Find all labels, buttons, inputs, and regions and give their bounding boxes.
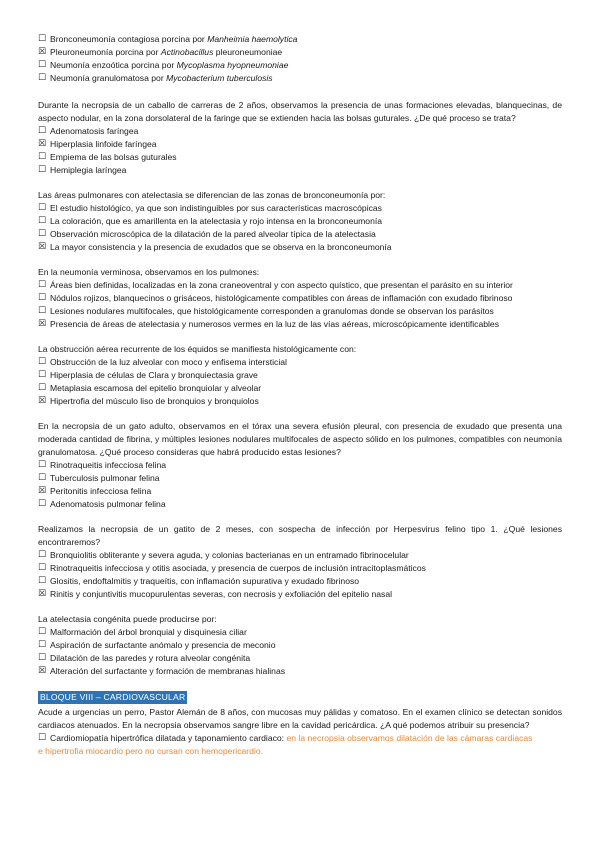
answer-note-continued: e hipertrofia miocardio pero no cursan con hemopericardio. bbox=[38, 746, 263, 756]
question-4-options bbox=[38, 356, 562, 408]
option-species: Mycobacterium tuberculosis bbox=[166, 73, 273, 83]
option-text: Nódulos rojizos, blanquecinos o grisáceos, histológicamente compatibles con áreas de inflamación con exudado fibrinoso bbox=[50, 293, 513, 303]
checkbox-unchecked-icon: ☐ bbox=[38, 370, 47, 380]
checkbox-unchecked-icon: ☐ bbox=[38, 550, 47, 560]
option-text: Dilatación de las paredes y rotura alveolar congénita bbox=[50, 653, 251, 663]
checkbox-unchecked-icon: ☐ bbox=[38, 733, 47, 743]
option-text: Lesiones nodulares multifocales, que histológicamente corresponden a granulomas donde se observan los parásitos bbox=[50, 306, 494, 316]
option[interactable] bbox=[38, 279, 562, 292]
option-species: Actinobacillus bbox=[160, 47, 214, 57]
option-text: Hipertrofia del músculo liso de bronquios y bronquiolos bbox=[50, 396, 259, 406]
option[interactable] bbox=[38, 59, 562, 72]
option[interactable] bbox=[38, 292, 562, 305]
question-8-text: Acude a urgencias un perro, Pastor Alemán de 8 años, con mucosas muy pálidas y comatoso. En el examen clínico se detectan sonidos cardiacos atenuados. En la necropsia observamos sangre libre en la cavidad pericárdica. ¿A qué podemos atribuir su presencia? bbox=[38, 707, 562, 730]
option-text: Hiperplasia de células de Clara y bronquiectasia grave bbox=[50, 370, 258, 380]
option-text: Neumonía granulomatosa por bbox=[50, 73, 167, 83]
checkbox-unchecked-icon: ☐ bbox=[38, 165, 47, 175]
question-3-text: En la neumonía verminosa, observamos en los pulmones: bbox=[38, 267, 260, 277]
option-species: Mycoplasma hyopneumoniae bbox=[176, 60, 289, 70]
option-text: Hiperplasia linfoide faríngea bbox=[50, 139, 157, 149]
option-text: Presencia de áreas de atelectasia y numerosos vermes en la luz de las vías aéreas, microscópicamente identificables bbox=[50, 319, 500, 329]
option-text: Bronquiolitis obliterante y severa aguda, y colonias bacterianas en un entramado fibrinocelular bbox=[50, 550, 409, 560]
section-header: BLOQUE VIII – CARDIOVASCULAR bbox=[40, 692, 186, 702]
checkbox-unchecked-icon: ☐ bbox=[38, 293, 47, 303]
checkbox-unchecked-icon: ☐ bbox=[38, 357, 47, 367]
checkbox-checked-icon: ☒ bbox=[38, 47, 47, 57]
option-text: Rinitis y conjuntivitis mucopurulentas severas, con necrosis y exfoliación del epitelio nasal bbox=[50, 589, 393, 599]
checkbox-unchecked-icon: ☐ bbox=[38, 34, 47, 44]
option-text: Cardiomiopatía hipertrófica dilatada y taponamiento cardiaco: bbox=[50, 733, 287, 743]
option-text: Neumonía enzoótica porcina por bbox=[50, 60, 177, 70]
option[interactable] bbox=[38, 318, 562, 331]
question-4-text: La obstrucción aérea recurrente de los équidos se manifiesta histológicamente con: bbox=[38, 344, 357, 354]
option-text: El estudio histológico, ya que son indistinguibles por sus características macroscópicas bbox=[50, 203, 382, 213]
option-text: Adenomatosis pulmonar felina bbox=[50, 499, 166, 509]
option-text: Hemiplegia laríngea bbox=[50, 165, 127, 175]
option[interactable] bbox=[38, 151, 562, 164]
checkbox-unchecked-icon: ☐ bbox=[38, 280, 47, 290]
option[interactable] bbox=[38, 472, 562, 485]
checkbox-checked-icon: ☒ bbox=[38, 396, 47, 406]
option-text: Rinotraqueitis infecciosa y otitis asociada, y presencia de cuerpos de inclusión intracitoplasmáticos bbox=[50, 563, 426, 573]
option[interactable] bbox=[38, 395, 562, 408]
option[interactable] bbox=[38, 46, 562, 59]
checkbox-unchecked-icon: ☐ bbox=[38, 60, 47, 70]
option-text: Adenomatosis faríngea bbox=[50, 126, 139, 136]
question-6-options bbox=[38, 549, 562, 601]
option-text-after: pleuroneumoniae bbox=[213, 47, 283, 57]
option[interactable] bbox=[38, 665, 562, 678]
question-5-text: En la necropsia de un gato adulto, observamos en el tórax una severa efusión pleural, con presencia de exudado que presenta una moderada cantidad de fibrina, y múltiples lesiones nodulares multifocales de aspecto sólido en los pulmones, compatibles con neumonía granulomatosa. ¿Qué proceso consideras que habrá producido estas lesiones? bbox=[38, 421, 562, 457]
checkbox-unchecked-icon: ☐ bbox=[38, 627, 47, 637]
option-text: Empiema de las bolsas guturales bbox=[50, 152, 177, 162]
option[interactable] bbox=[38, 498, 562, 511]
option[interactable] bbox=[38, 459, 562, 472]
question-1-options bbox=[38, 125, 562, 177]
option[interactable] bbox=[38, 241, 562, 254]
checkbox-unchecked-icon: ☐ bbox=[38, 563, 47, 573]
question-7-text: La atelectasia congénita puede producirse por: bbox=[38, 614, 217, 624]
option[interactable] bbox=[38, 382, 562, 395]
checkbox-unchecked-icon: ☐ bbox=[38, 499, 47, 509]
option[interactable] bbox=[38, 562, 562, 575]
option-text: Tuberculosis pulmonar felina bbox=[50, 473, 160, 483]
checkbox-checked-icon: ☒ bbox=[38, 486, 47, 496]
checkbox-checked-icon: ☒ bbox=[38, 589, 47, 599]
question-0-options bbox=[38, 33, 562, 85]
option[interactable] bbox=[38, 33, 562, 46]
option[interactable] bbox=[38, 356, 562, 369]
answer-note: en la necropsia observamos dilatación de las cámaras cardiacas bbox=[286, 733, 533, 743]
checkbox-unchecked-icon: ☐ bbox=[38, 473, 47, 483]
checkbox-unchecked-icon: ☐ bbox=[38, 576, 47, 586]
checkbox-checked-icon: ☒ bbox=[38, 139, 47, 149]
checkbox-unchecked-icon: ☐ bbox=[38, 203, 47, 213]
checkbox-checked-icon: ☒ bbox=[38, 242, 47, 252]
checkbox-unchecked-icon: ☐ bbox=[38, 383, 47, 393]
option-text: Rinotraqueitis infecciosa felina bbox=[50, 460, 167, 470]
option-species: Manheimia haemolytica bbox=[207, 34, 298, 44]
option[interactable] bbox=[38, 305, 562, 318]
option-text: Obstrucción de la luz alveolar con moco y enfisema intersticial bbox=[50, 357, 287, 367]
option-text: Malformación del árbol bronquial y disquinesia ciliar bbox=[50, 627, 247, 637]
question-6-text: Realizamos la necropsia de un gatito de 2 meses, con sospecha de infección por Herpesvirus felino tipo 1. ¿Qué lesiones encontraremos? bbox=[38, 524, 562, 547]
option-text: Alteración del surfactante y formación de membranas hialinas bbox=[50, 666, 286, 676]
option-text: Metaplasia escamosa del epitelio bronquiolar y alveolar bbox=[50, 383, 262, 393]
option-text: Observación microscópica de la dilatación de la pared alveolar típica de la atelectasia bbox=[50, 229, 376, 239]
option[interactable] bbox=[38, 485, 562, 498]
checkbox-unchecked-icon: ☐ bbox=[38, 306, 47, 316]
option-text: La mayor consistencia y la presencia de exudados que se observa en la bronconeumonía bbox=[50, 242, 392, 252]
option[interactable] bbox=[38, 138, 562, 151]
question-1-text: Durante la necropsia de un caballo de carreras de 2 años, observamos la presencia de unas formaciones elevadas, blanquecinas, de aspecto nodular, en la zona dorsolateral de la faringe que se extienden hacia las bolsas guturales. ¿De qué proceso se trata? bbox=[38, 100, 562, 123]
option-text: Bronconeumonía contagiosa porcina por bbox=[50, 34, 208, 44]
question-8-options bbox=[38, 732, 562, 758]
checkbox-unchecked-icon: ☐ bbox=[38, 653, 47, 663]
question-2-options bbox=[38, 202, 562, 254]
option-text: La coloración, que es amarillenta en la atelectasia y rojo intensa en la bronconeumonía bbox=[50, 216, 383, 226]
option[interactable] bbox=[38, 125, 562, 138]
question-7-options bbox=[38, 626, 562, 678]
option[interactable] bbox=[38, 228, 562, 241]
option-text: Pleuroneumonía porcina por bbox=[50, 47, 161, 57]
option[interactable] bbox=[38, 588, 562, 601]
option[interactable] bbox=[38, 215, 562, 228]
option-text: Peritonitis infecciosa felina bbox=[50, 486, 152, 496]
option[interactable] bbox=[38, 732, 562, 745]
checkbox-unchecked-icon: ☐ bbox=[38, 126, 47, 136]
question-3-options bbox=[38, 279, 562, 331]
checkbox-unchecked-icon: ☐ bbox=[38, 152, 47, 162]
option[interactable] bbox=[38, 639, 562, 652]
checkbox-unchecked-icon: ☐ bbox=[38, 216, 47, 226]
checkbox-unchecked-icon: ☐ bbox=[38, 229, 47, 239]
option[interactable] bbox=[38, 626, 562, 639]
checkbox-unchecked-icon: ☐ bbox=[38, 640, 47, 650]
option-text: Glositis, endoftalmitis y traqueítis, con inflamación supurativa y exudado fibrinoso bbox=[50, 576, 360, 586]
option[interactable] bbox=[38, 549, 562, 562]
question-2-text: Las áreas pulmonares con atelectasia se diferencian de las zonas de bronconeumonía por: bbox=[38, 190, 386, 200]
checkbox-checked-icon: ☒ bbox=[38, 319, 47, 329]
question-5-options bbox=[38, 459, 562, 511]
option[interactable] bbox=[38, 652, 562, 665]
option-text: Aspiración de surfactante anómalo y presencia de meconio bbox=[50, 640, 276, 650]
option[interactable] bbox=[38, 72, 562, 85]
option[interactable] bbox=[38, 202, 562, 215]
checkbox-unchecked-icon: ☐ bbox=[38, 460, 47, 470]
option[interactable] bbox=[38, 164, 562, 177]
option-text: Áreas bien definidas, localizadas en la zona craneoventral y con aspecto quístico, que presentan el parásito en su interior bbox=[50, 280, 513, 290]
checkbox-checked-icon: ☒ bbox=[38, 666, 47, 676]
checkbox-unchecked-icon: ☐ bbox=[38, 73, 47, 83]
option[interactable] bbox=[38, 575, 562, 588]
option[interactable] bbox=[38, 369, 562, 382]
